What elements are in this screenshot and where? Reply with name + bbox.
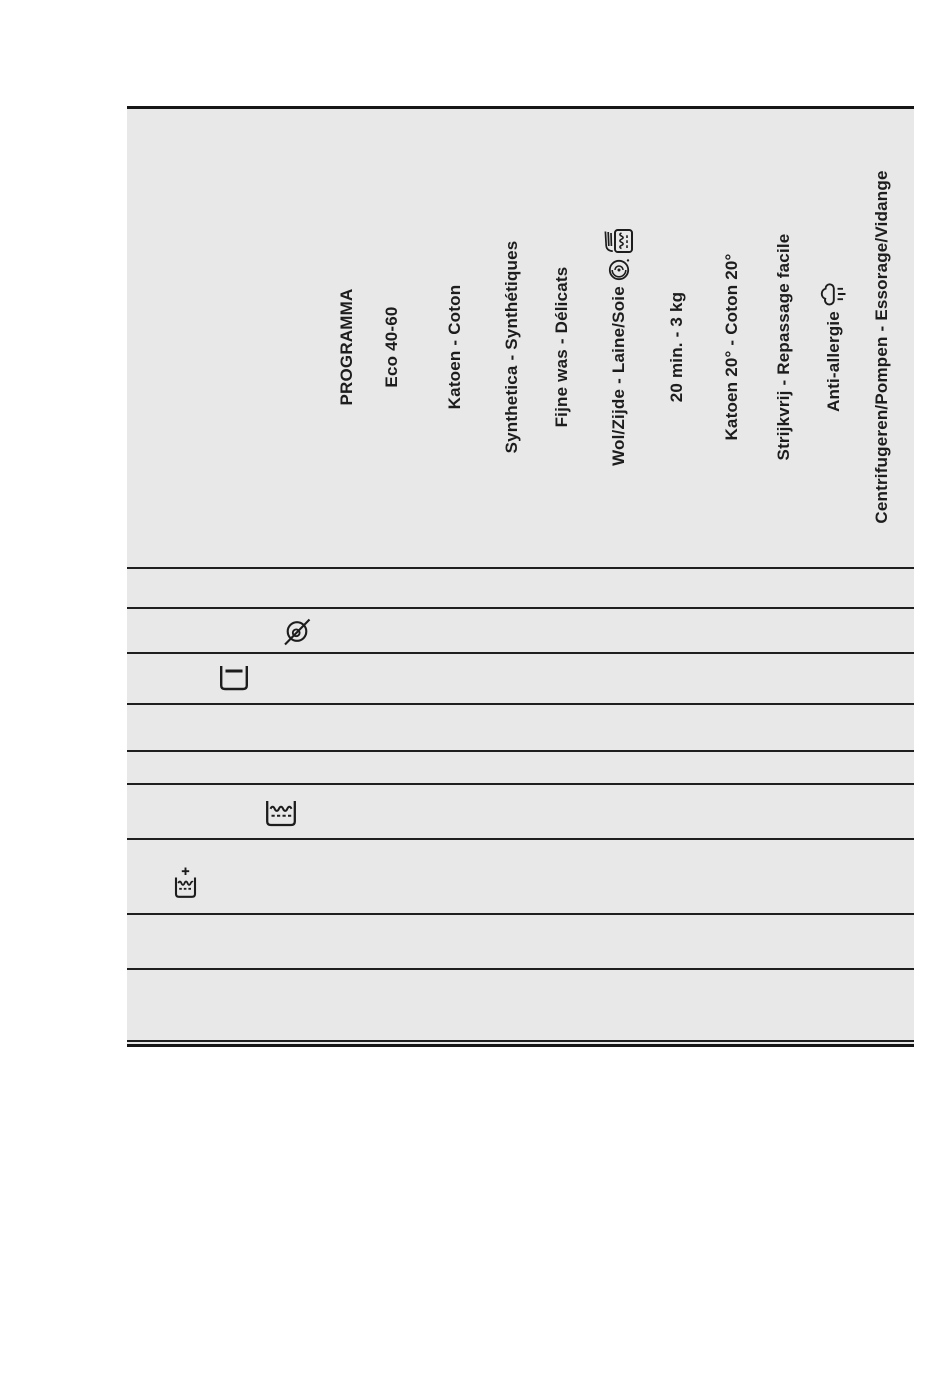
table-header bbox=[127, 109, 914, 569]
column-header-anti-allergie bbox=[821, 122, 847, 572]
column-label: Katoen 20° - Coton 20° bbox=[722, 253, 741, 441]
table-row bbox=[127, 609, 914, 654]
column-label: PROGRAMMA bbox=[337, 288, 356, 406]
column-header-strijkvrij bbox=[771, 122, 797, 572]
column-label: Eco 40-60 bbox=[382, 306, 401, 388]
column-header-katoen-coton bbox=[442, 122, 468, 572]
column-label: Synthetica - Synthétiques bbox=[502, 240, 521, 454]
column-label: Centrifugeren/Pompen - Essorage/Vidange bbox=[872, 170, 891, 524]
column-header-eco-40-60 bbox=[379, 122, 405, 572]
wool-icon bbox=[608, 259, 630, 281]
column-header-synthetica bbox=[499, 122, 525, 572]
program-table bbox=[127, 106, 914, 1047]
column-header-programma bbox=[334, 122, 360, 572]
column-header-fijne-was bbox=[549, 122, 575, 572]
column-header-katoen-20 bbox=[719, 122, 745, 572]
column-label: Anti-allergie bbox=[824, 311, 843, 412]
column-header-wol-zijde bbox=[606, 122, 632, 572]
table-row bbox=[127, 785, 914, 840]
table-row bbox=[127, 569, 914, 609]
table-row bbox=[127, 654, 914, 705]
registered-dot bbox=[627, 259, 629, 261]
column-header-centrifugeren-pompen bbox=[869, 122, 895, 572]
table-row bbox=[127, 915, 914, 970]
column-label: Fijne was - Délicats bbox=[552, 266, 571, 428]
column-label: Katoen - Coton bbox=[445, 284, 464, 410]
table-row bbox=[127, 705, 914, 752]
handwash-icon bbox=[604, 228, 634, 254]
steam-icon bbox=[819, 282, 849, 306]
column-label: Wol/Zijde - Laine/Soie bbox=[609, 286, 628, 466]
column-label: Strijkvrij - Repassage facile bbox=[774, 233, 793, 461]
table-row bbox=[127, 840, 914, 915]
column-header-20-min-3-kg bbox=[664, 122, 690, 572]
table-row bbox=[127, 752, 914, 785]
column-label: 20 min. - 3 kg bbox=[667, 291, 686, 403]
table-row bbox=[127, 970, 914, 1042]
